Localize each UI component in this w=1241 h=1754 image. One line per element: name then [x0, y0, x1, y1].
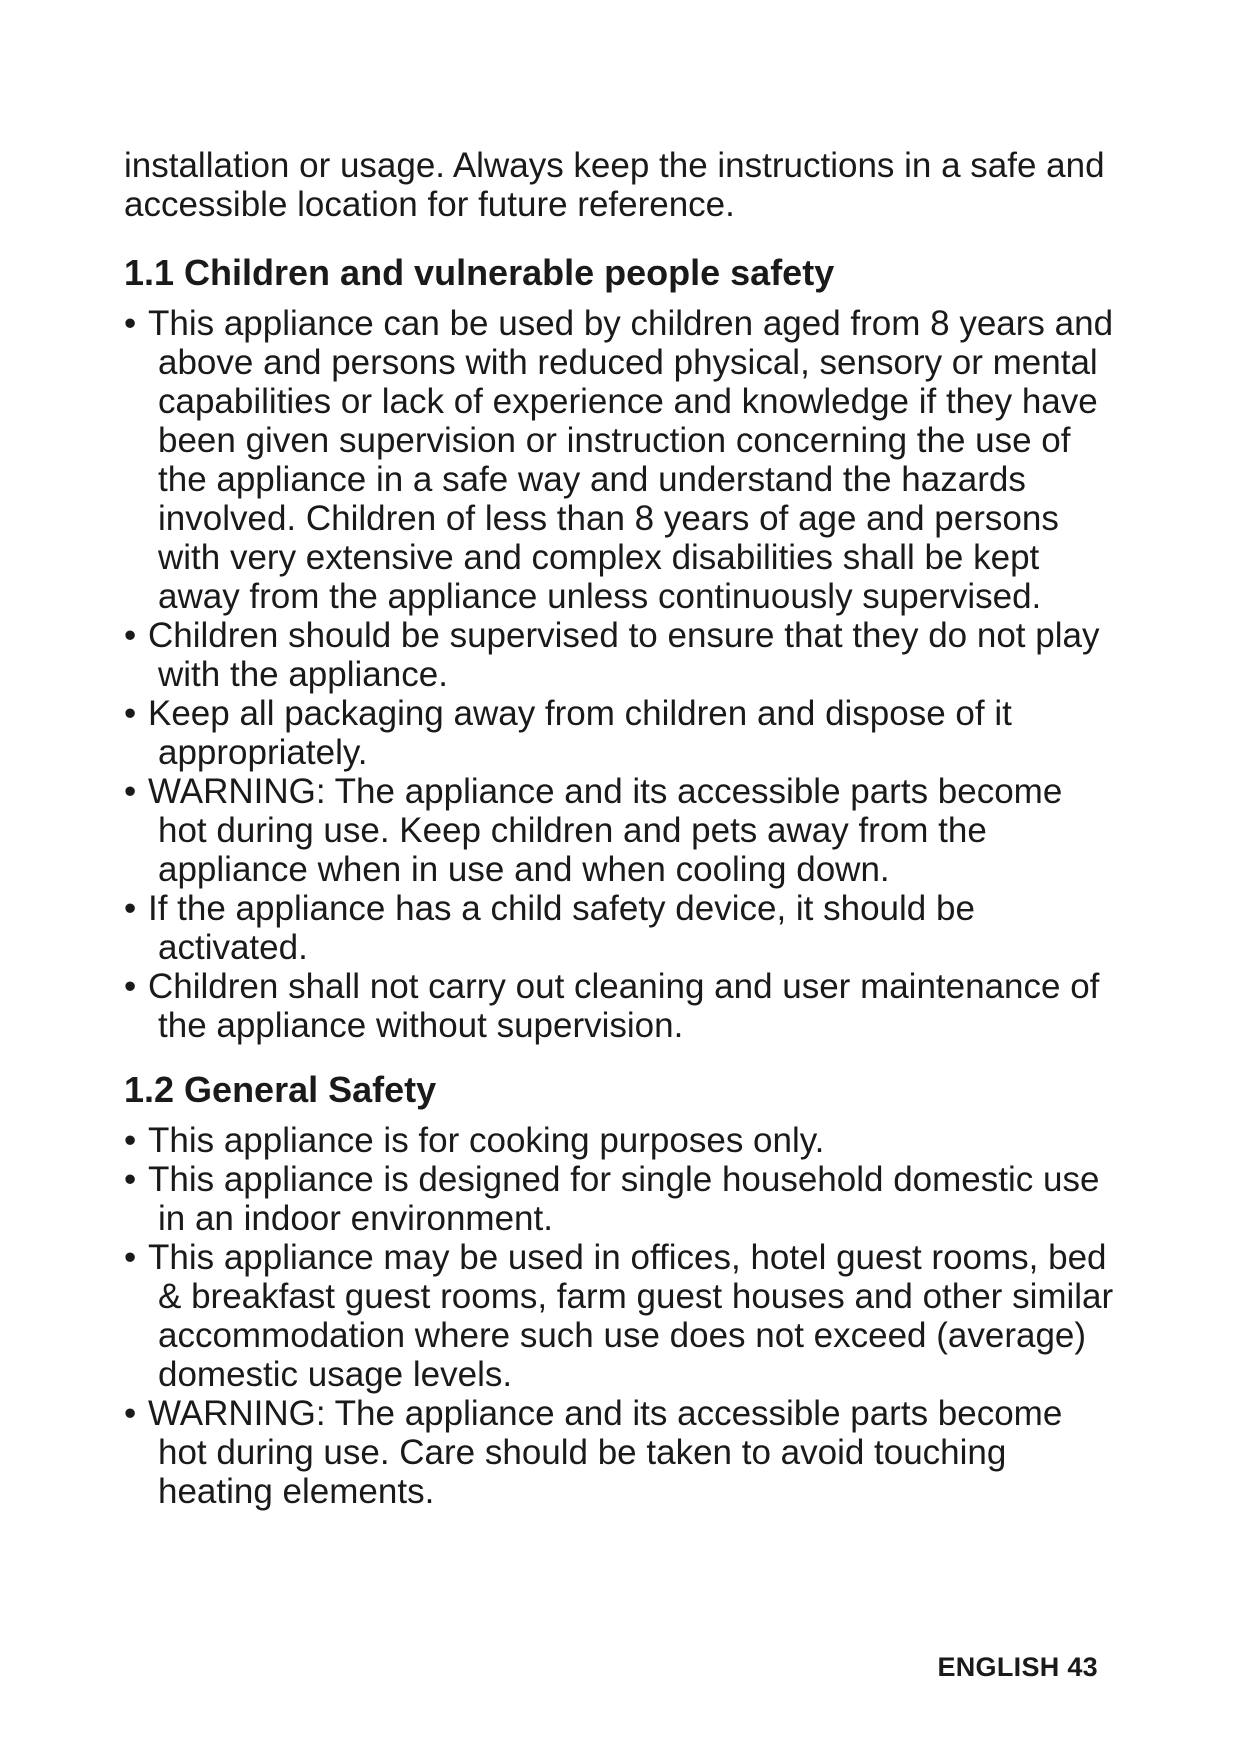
list-item: [124, 1238, 1114, 1394]
bullet-marker: •: [124, 694, 137, 733]
bullet-marker: •: [124, 1394, 137, 1433]
intro-paragraph: installation or usage. Always keep the instructions in a safe and accessible location for future reference.: [124, 146, 1105, 224]
list-item: [124, 889, 1114, 967]
list-item-text: WARNING: The appliance and its accessible parts become hot during use. Care should be taken to avoid touching heating elements.: [148, 1394, 1063, 1511]
list-item-text: Children shall not carry out cleaning and user maintenance of the appliance without supervision.: [148, 967, 1100, 1045]
section-title-general-safety: 1.2 General Safety: [124, 1069, 437, 1110]
list-item: [124, 1160, 1114, 1238]
section-title-children-safety: 1.1 Children and vulnerable people safety: [124, 252, 835, 293]
bullet-marker: •: [124, 616, 137, 655]
list-item: [124, 1394, 1114, 1511]
bullet-marker: •: [124, 1160, 137, 1199]
list-item-text: Keep all packaging away from children and dispose of it appropriately.: [148, 694, 1012, 772]
list-item-text: WARNING: The appliance and its accessible parts become hot during use. Keep children and pets away from the appliance when in use and when cooling down.: [148, 772, 1063, 889]
bullet-marker: •: [124, 967, 137, 1006]
list-item: [124, 772, 1114, 889]
general-safety-list: [124, 1121, 1114, 1511]
list-item-text: This appliance is designed for single household domestic use in an indoor environment.: [148, 1160, 1100, 1238]
list-item-text: If the appliance has a child safety device, it should be activated.: [148, 889, 975, 967]
list-item: [124, 967, 1114, 1045]
bullet-marker: •: [124, 1238, 137, 1277]
children-safety-list: [124, 304, 1114, 1045]
bullet-marker: •: [124, 889, 137, 928]
list-item-text: This appliance is for cooking purposes only.: [148, 1121, 825, 1160]
list-item: [124, 304, 1114, 616]
page-footer-number: ENGLISH 43: [937, 1652, 1098, 1682]
list-item-text: Children should be supervised to ensure that they do not play with the appliance.: [148, 616, 1100, 694]
list-item: [124, 1121, 1114, 1160]
bullet-marker: •: [124, 772, 137, 811]
list-item-text: This appliance can be used by children aged from 8 years and above and persons with reduced physical, sensory or mental capabilities or lack of experience and knowledge if they have been given supervision or instruction concerning the use of the appliance in a safe way and understand the hazards involved. Children of less than 8 years of age and persons with very extensive and complex disabilities shall be kept away from the appliance unless continuously supervised.: [148, 304, 1114, 616]
list-item-text: This appliance may be used in offices, hotel guest rooms, bed & breakfast guest rooms, farm guest houses and other similar accommodation where such use does not exceed (average) domestic usage levels.: [148, 1238, 1114, 1394]
document-page: [124, 146, 1114, 1511]
bullet-marker: •: [124, 1121, 137, 1160]
bullet-marker: •: [124, 304, 137, 343]
list-item: [124, 694, 1114, 772]
list-item: [124, 616, 1114, 694]
